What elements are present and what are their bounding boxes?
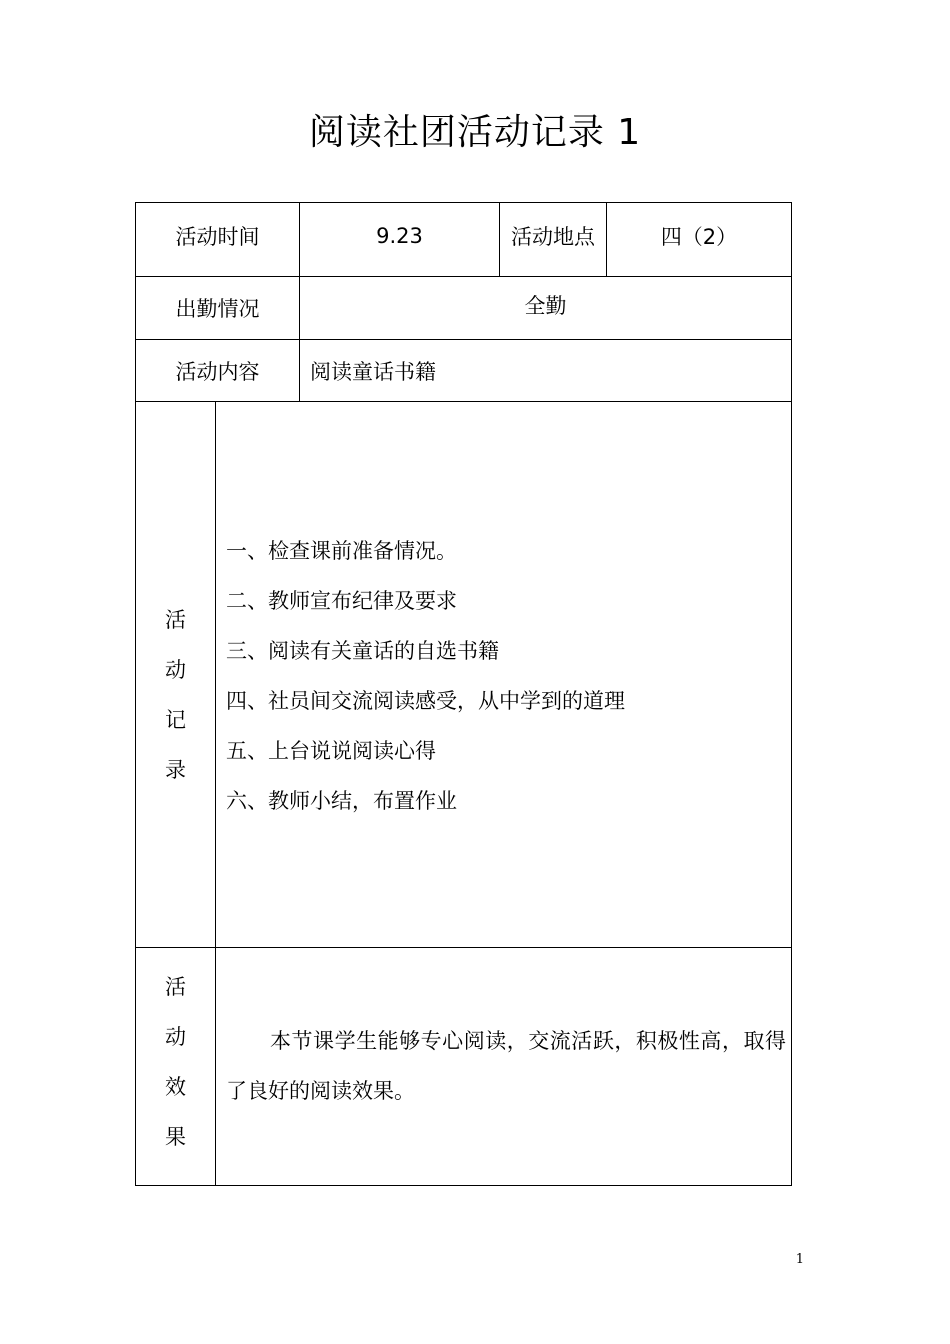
record-item: 二、教师宣布纪律及要求 <box>226 589 457 613</box>
record-label-char: 动 <box>165 658 186 682</box>
effect-text: 本节课学生能够专心阅读，交流活跃，积极性高，取得了良好的阅读效果。 <box>226 1029 786 1103</box>
record-item: 四、社员间交流阅读感受，从中学到的道理 <box>226 689 625 713</box>
table-row-divider <box>135 947 792 948</box>
record-label <box>136 595 215 795</box>
record-label-char: 活 <box>165 608 186 632</box>
record-item: 三、阅读有关童话的自选书籍 <box>226 639 499 663</box>
table-border-bottom <box>135 1185 792 1186</box>
attendance-label: 出勤情况 <box>175 297 260 321</box>
effect-label-char: 果 <box>165 1125 186 1149</box>
content-label: 活动内容 <box>175 359 260 384</box>
record-list <box>226 526 786 826</box>
effect-label-char: 效 <box>165 1075 186 1099</box>
record-label-char: 录 <box>165 758 186 782</box>
record-item: 一、检查课前准备情况。 <box>226 539 457 563</box>
effect-label <box>136 962 215 1162</box>
effect-label-char: 动 <box>165 1025 186 1049</box>
table-border-right <box>791 202 792 1186</box>
time-value: 9.23 <box>376 224 423 248</box>
record-item: 五、上台说说阅读心得 <box>226 739 436 763</box>
attendance-value: 全勤 <box>524 294 567 318</box>
content-value: 阅读童话书籍 <box>310 359 436 384</box>
place-label: 活动地点 <box>511 225 595 249</box>
effect-label-char: 活 <box>165 975 186 999</box>
time-label: 活动时间 <box>175 225 260 249</box>
record-item: 六、教师小结，布置作业 <box>226 789 457 813</box>
page-number: 1 <box>795 1252 804 1267</box>
place-value: 四（2） <box>660 225 738 249</box>
table-column-divider <box>215 401 216 1186</box>
table-row-divider <box>135 401 792 402</box>
record-label-char: 记 <box>165 708 186 732</box>
document-title: 阅读社团活动记录 1 <box>308 112 642 153</box>
